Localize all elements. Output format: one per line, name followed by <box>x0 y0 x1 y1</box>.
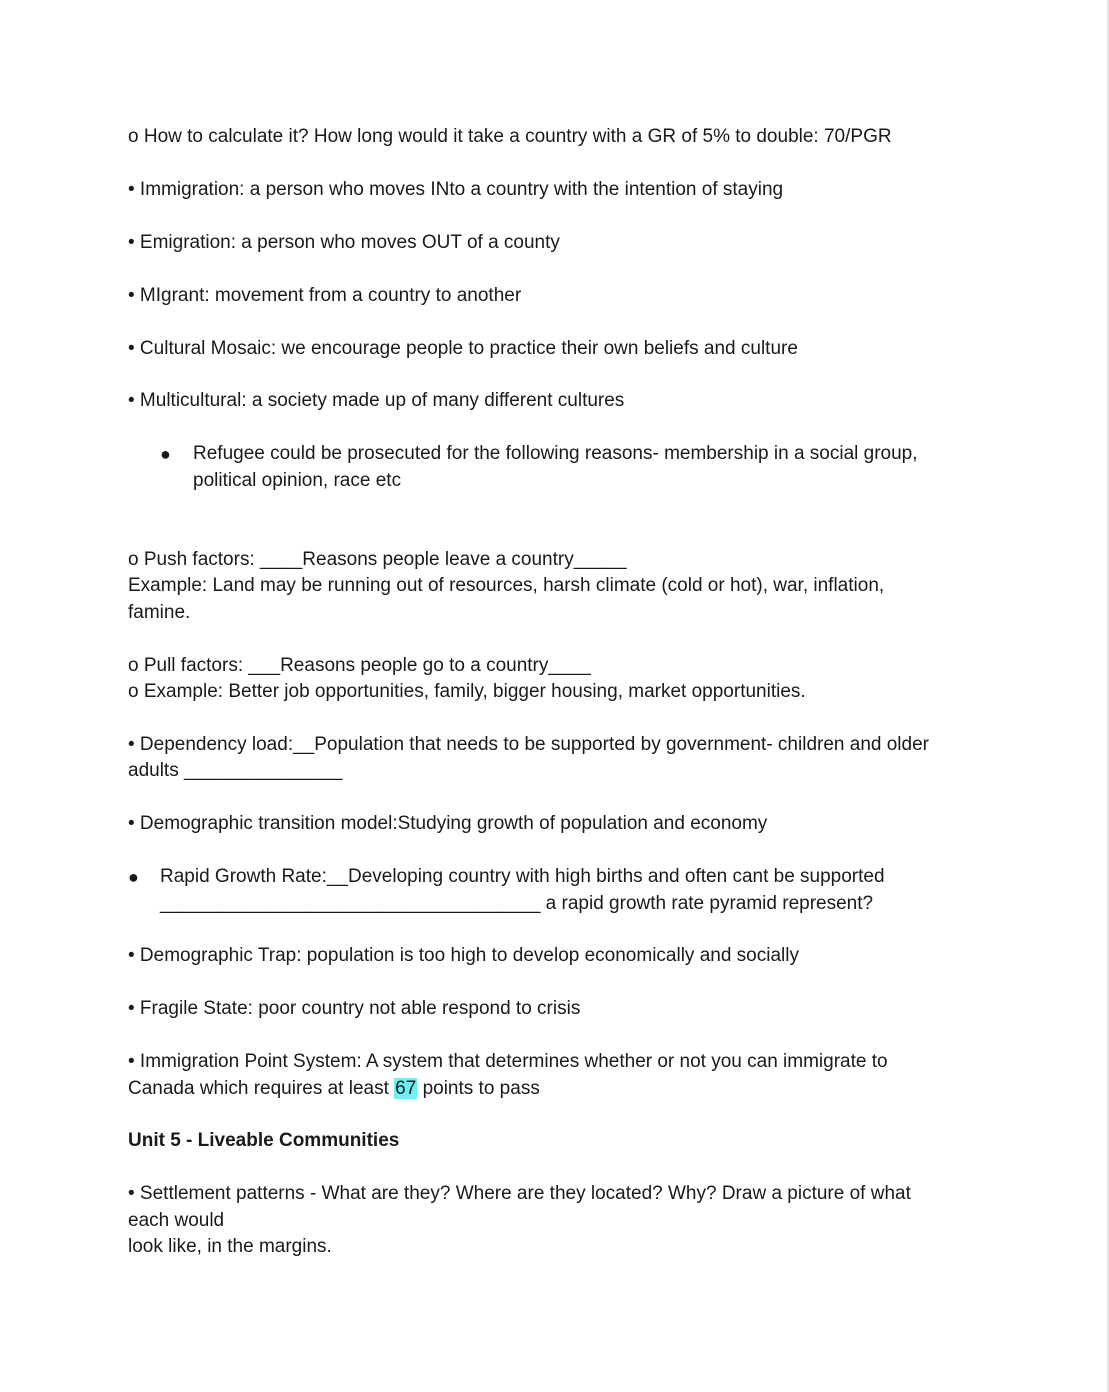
pull-example-line: o Example: Better job opportunities, family, bigger housing, market opportunities. <box>128 681 806 702</box>
rapid-growth-line-1: Rapid Growth Rate:__Developing country with high births and often cant be supported <box>160 866 885 887</box>
rapid-growth-bullet: ● <box>128 867 139 887</box>
multicultural-line: • Multicultural: a society made up of many different cultures <box>128 390 625 411</box>
dependency-load-line: • Dependency load:__Population that needs to be supported by government- children and older <box>128 734 929 755</box>
point-system-line-2 <box>128 1076 988 1103</box>
dependency-load-line-2: adults _______________ <box>128 760 343 781</box>
immigration-line: • Immigration: a person who moves INto a country with the intention of staying <box>128 179 784 200</box>
settlement-line-1: • Settlement patterns - What are they? Where are they located? Why? Draw a picture of what <box>128 1183 911 1204</box>
migrant-line: • MIgrant: movement from a country to another <box>128 285 522 306</box>
push-example-line-2: famine. <box>128 602 191 623</box>
settlement-line-2: each would <box>128 1210 225 1231</box>
refugee-line-2: political opinion, race etc <box>193 470 402 491</box>
demographic-trap-line: • Demographic Trap: population is too high to develop economically and socially <box>128 945 799 966</box>
refugee-bullet: ● <box>160 444 171 464</box>
push-factors-line: o Push factors: ____Reasons people leave a country_____ <box>128 549 627 570</box>
highlighted-points-value: 67 <box>395 1078 417 1099</box>
point-system-text-a: Canada which requires at least <box>128 1078 395 1099</box>
demographic-transition-line: • Demographic transition model:Studying growth of population and economy <box>128 813 768 834</box>
pull-factors-line: o Pull factors: ___Reasons people go to a country____ <box>128 655 591 676</box>
unit-5-heading: Unit 5 - Liveable Communities <box>128 1130 400 1151</box>
emigration-line: • Emigration: a person who moves OUT of a county <box>128 232 560 253</box>
point-system-text-b: points to pass <box>417 1078 540 1099</box>
push-example-line: Example: Land may be running out of resources, harsh climate (cold or hot), war, inflation, <box>128 575 885 596</box>
calc-line: o How to calculate it? How long would it take a country with a GR of 5% to double: 70/PGR <box>128 126 892 147</box>
refugee-line-1: Refugee could be prosecuted for the following reasons- membership in a social group, <box>193 443 918 464</box>
point-system-line-1: • Immigration Point System: A system that determines whether or not you can immigrate to <box>128 1051 888 1072</box>
settlement-line-3: look like, in the margins. <box>128 1236 332 1257</box>
fragile-state-line: • Fragile State: poor country not able respond to crisis <box>128 998 581 1019</box>
rapid-growth-line-2: ____________________________________ a rapid growth rate pyramid represent? <box>160 893 874 914</box>
cultural-mosaic-line: • Cultural Mosaic: we encourage people to practice their own beliefs and culture <box>128 338 798 359</box>
